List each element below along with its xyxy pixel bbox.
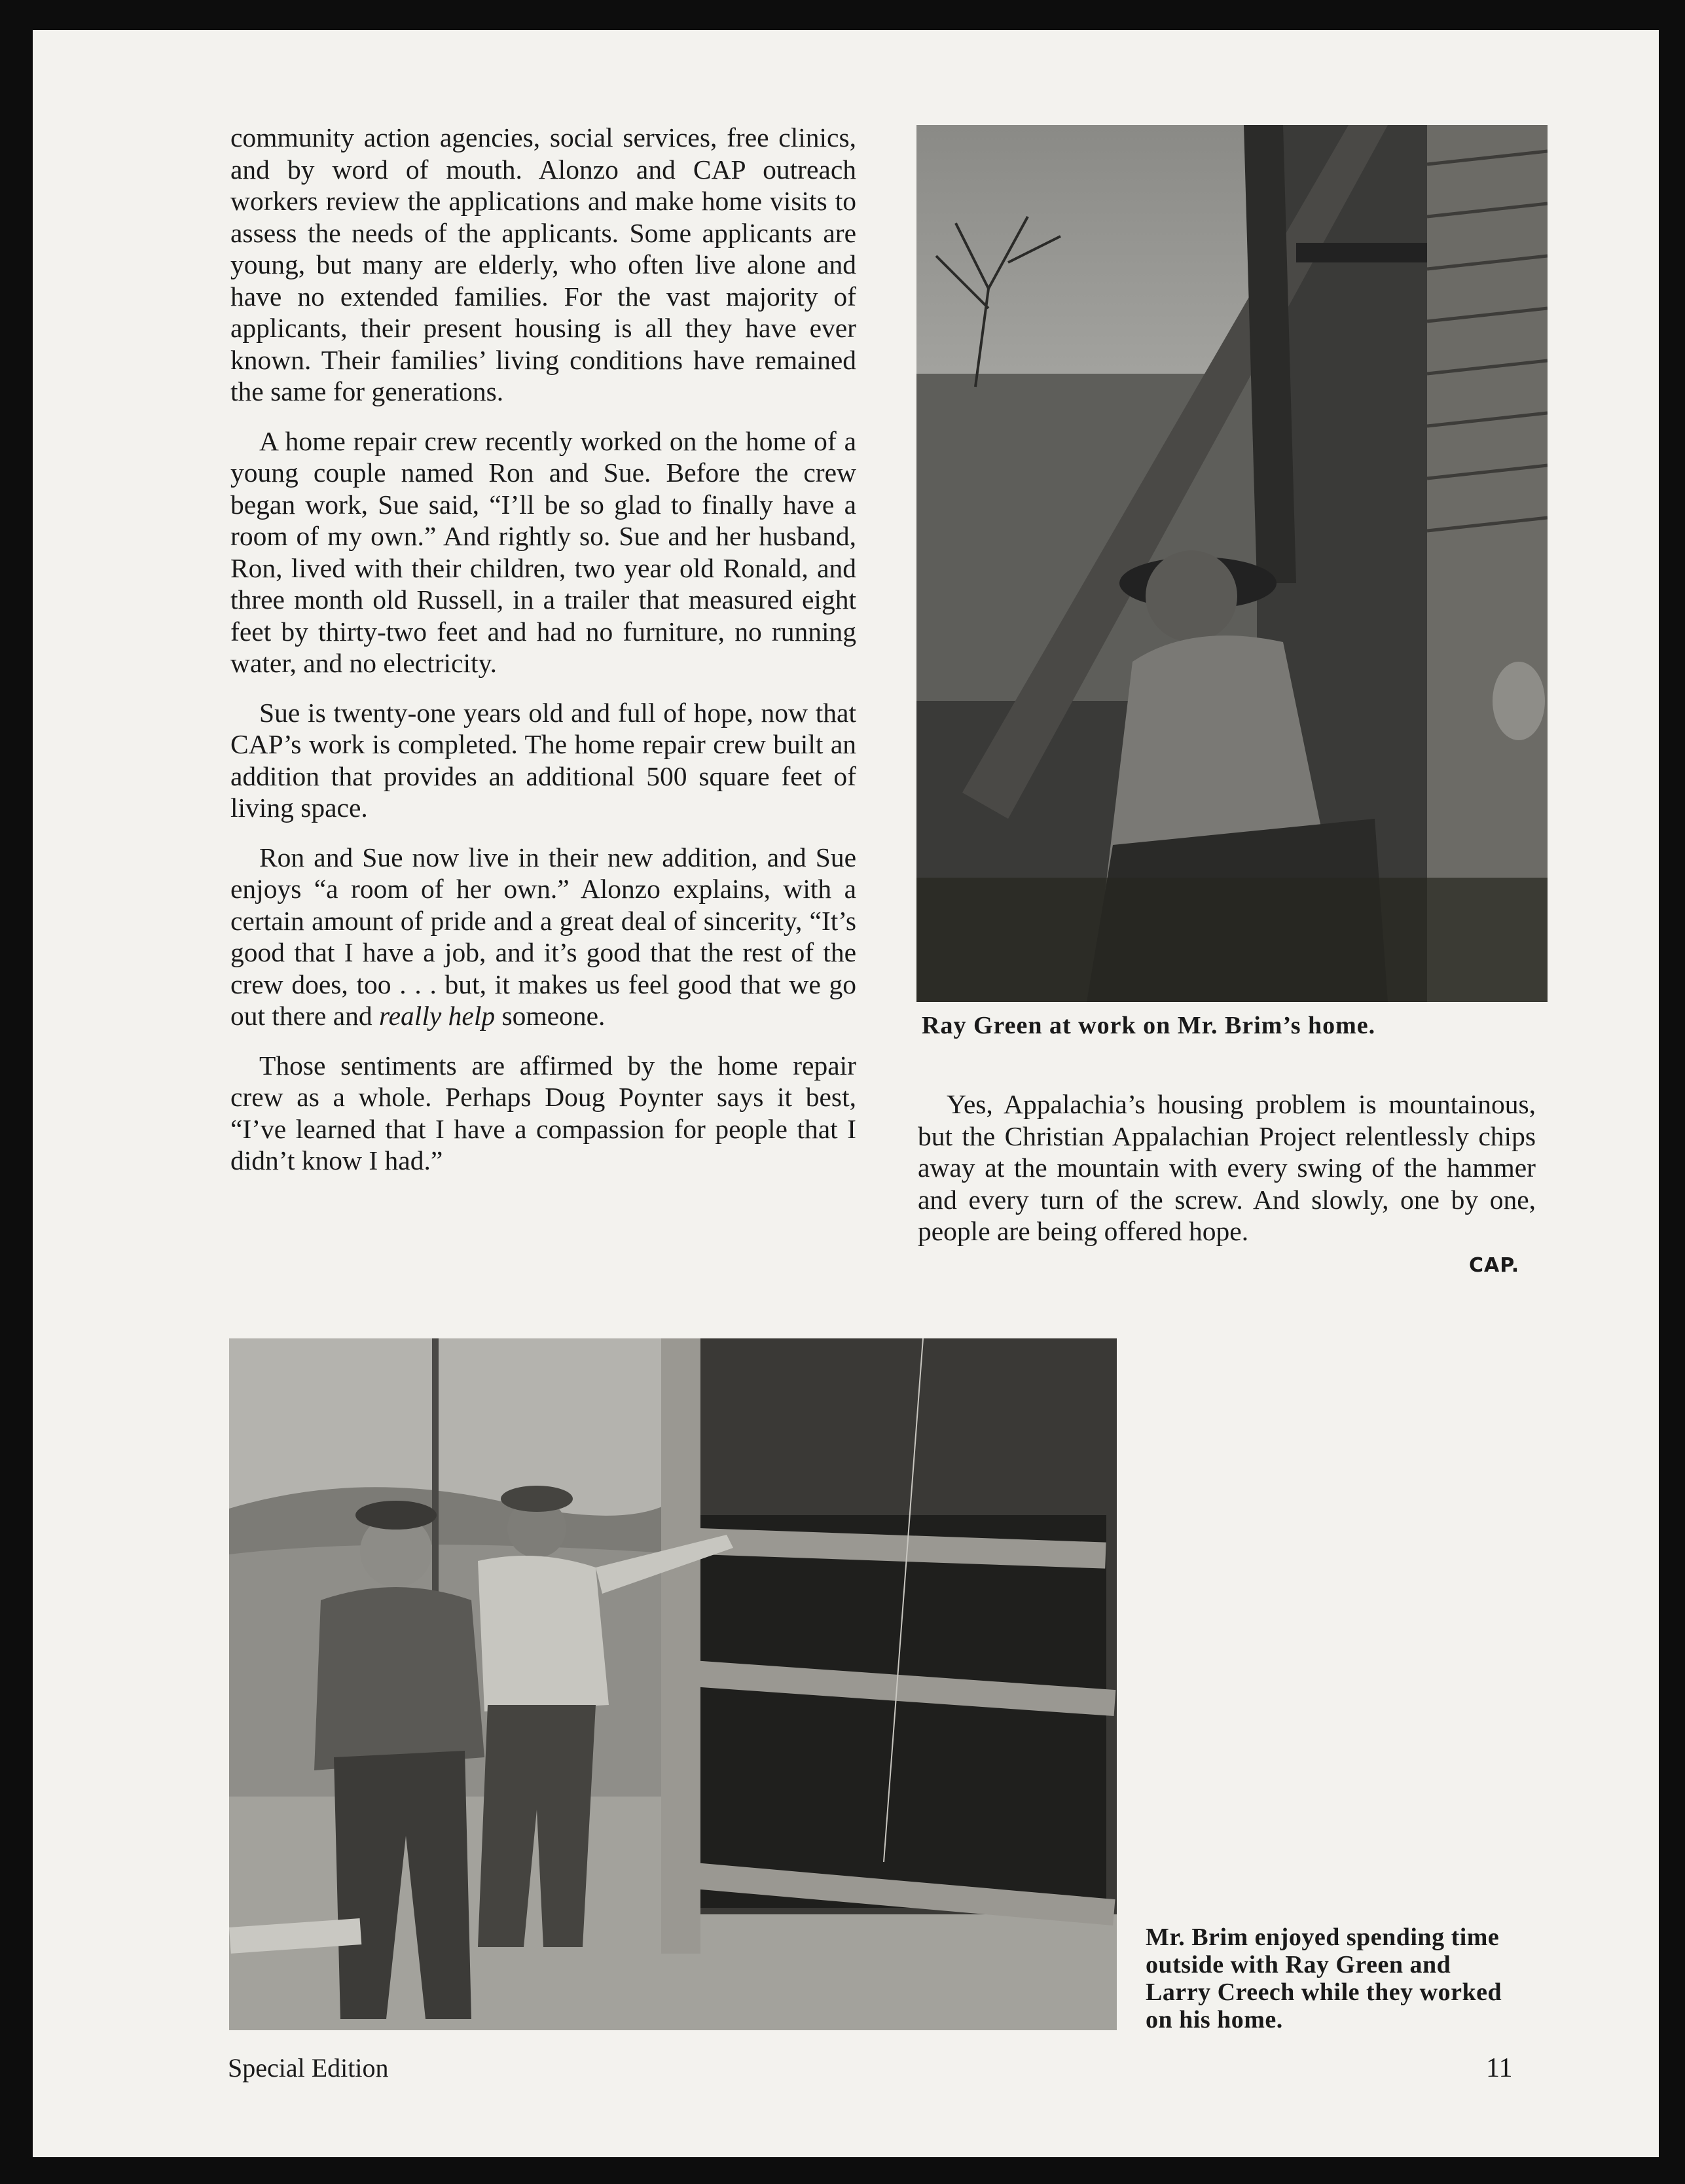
photo-ray-green-working [916,125,1548,1002]
caption-bottom-photo: Mr. Brim enjoyed spending time outside with Ray Green and Larry Creech while they worked on his home. [1146,1924,1502,2033]
page-number: 11 [1486,2053,1513,2083]
closing-paragraph: Yes, Appalachia’s housing problem is mountainous, but the Christian Appalachian Project relentlessly chips away at the mountain with every swing of the hammer and every turn of the screw. And slowly, one by one, people are being offered hope. [918,1089,1536,1246]
paragraph-4-end: someone. [495,1001,606,1031]
signoff: CAP. [1469,1254,1520,1277]
paragraph-4 [230,842,856,1032]
paragraph-4-body: Ron and Sue now live in their new addition, and Sue enjoys “a room of her own.” Alonzo explains, with a certain amount of pride and a great deal of sincerity, “It’s good that I have a job, and it’s good that the rest of the crew does, too . . . but, it makes us feel good that we go out there and [230,842,856,1031]
photo-mr-brim-with-crew [229,1338,1117,2030]
right-column-text [918,1088,1536,1247]
paragraph-3: Sue is twenty-one years old and full of hope, now that CAP’s work is completed. The home repair crew built an addition that provides an additional 500 square feet of living space. [230,697,856,823]
paragraph-2: A home repair crew recently worked on the home of a young couple named Ron and Sue. Before the crew began work, Sue said, “I’ll be so glad to finally have a room of my own.” And rightly so. Sue and her husband, Ron, lived with their children, two year old Ronald, and three month old Russell, in a trailer that measured eight feet by thirty-two feet and had no furniture, no running water, and no electricity. [230,425,856,678]
paragraph-1: community action agencies, social services, free clinics, and by word of mouth. Alonzo and CAP outreach workers review the applications and make home visits to assess the needs of the applicants. Some applicants are young, but many are elderly, who often live alone and have no extended families. For the vast majority of applicants, their present housing is all they have ever known. Their families’ living conditions have remained the same for generations. [230,122,856,406]
left-column-text [230,122,856,1194]
footer-publication: Special Edition [228,2053,389,2083]
page [33,30,1659,2157]
paragraph-5: Those sentiments are affirmed by the home repair crew as a whole. Perhaps Doug Poynter says it best, “I’ve learned that I have a compassion for people that I didn’t know I had.” [230,1050,856,1175]
caption-top-photo: Ray Green at work on Mr. Brim’s home. [922,1012,1376,1039]
paragraph-4-emphasis: really help [379,1001,496,1031]
